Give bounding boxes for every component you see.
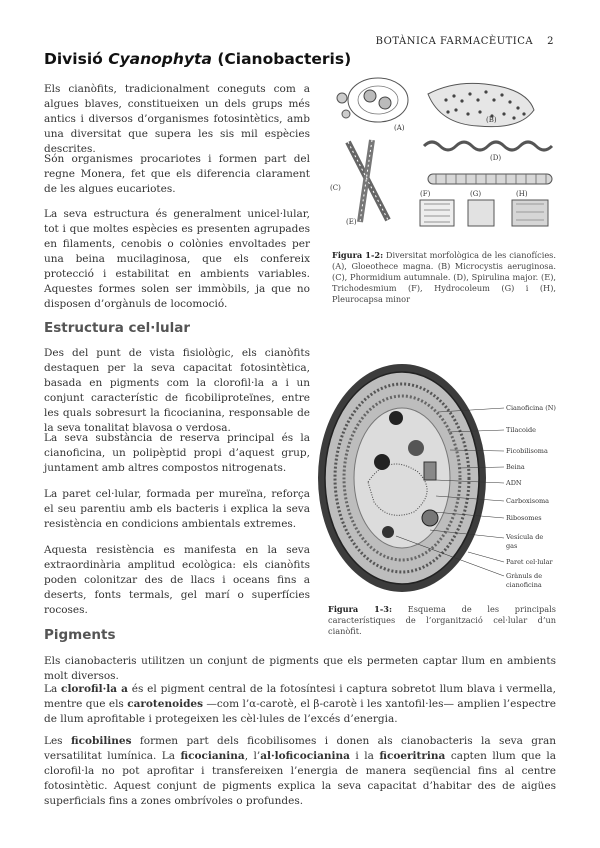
illustration-phormidium bbox=[348, 140, 388, 222]
figure-1-2-caption: Figura 1-2: Diversitat morfològica de les cianofícies. (A), Gloeothece magna. (B) Microcystis aeruginosa. (C), Phormidium autumnale. (D), Spirulina major. (E), Trichodesmium (F), Hydrocoleum (G) i (H), Pleurocapsa minor bbox=[332, 250, 556, 304]
label-gas: gas bbox=[506, 542, 518, 550]
figure-label-h: (H) bbox=[516, 190, 528, 198]
figure-label-g: (G) bbox=[470, 190, 482, 198]
label-paret-cellular: Paret cel·lular bbox=[506, 558, 553, 566]
illustration-spirulina bbox=[424, 142, 552, 150]
label-vesicula-de: Vesícula de bbox=[506, 533, 544, 541]
figure-label-a: (A) bbox=[394, 124, 405, 132]
figure-1-3-caption: Figura 1-3: Esquema de les principals característiques de l’organització cel·lular d’un cianòfit. bbox=[328, 604, 556, 636]
pigments-paragraph-1: Els cianobacteris utilitzen un conjunt de pigments que els permeten captar llum en ambients molt diversos. bbox=[44, 655, 556, 682]
figure-label-d: (D) bbox=[490, 154, 502, 162]
label-carboxisoma: Carboxisoma bbox=[506, 497, 550, 505]
label-ribosomes: Ribosomes bbox=[506, 514, 542, 522]
page-title: Divisió Cyanophyta (Cianobacteris) bbox=[44, 50, 352, 68]
figure-label-b: (B) bbox=[486, 116, 497, 124]
intro-paragraph-3: La seva estructura és generalment unicel·lular, tot i que moltes espècies es presenten agrupades en filaments, cenobis o colònies envoltades per una beina mucilaginosa, que els confereix protecció i estabilitat en ambients variables. Aquestes formes solen ser immòbils, ja que no disposen d’orgànuls de locomoció. bbox=[44, 208, 310, 310]
label-cianoficina: cianoficina bbox=[506, 581, 542, 589]
structure-paragraph-1: Des del punt de vista fisiològic, els cianòfits destaquen per la seva capacitat fotosintètica, basada en pigments com la clorofil·la a i un conjunt característic de ficobiliproteïnes, entre les quals sobresurt la ficocianina, responsable de la seva tonalitat blavosa o verdosa. bbox=[44, 347, 310, 434]
running-title: BOTÀNICA FARMACÈUTICA bbox=[375, 36, 534, 47]
pigments-paragraph-2: La clorofil·la a és el pigment central de la fotosíntesi i captura sobretot llum blava i vermella, mentre que els carotenoides —com l’α-carotè, el β-carotè i les xantofil·les— amplien l’espectre de llum aprofitable i protegeixen les cèl·lules de l’excés d’energia. bbox=[44, 683, 556, 725]
structure-paragraph-4: Aquesta resistència es manifesta en la seva extraordinària amplitud ecològica: els cianòfits poden colonitzar des de llacs i oceans fins a deserts, fonts termals, gel marí o superfícies rocoses. bbox=[44, 544, 310, 616]
figure-label-f: (F) bbox=[420, 190, 431, 198]
illustration-trichodesmium bbox=[428, 174, 552, 184]
figure-label-e: (E) bbox=[346, 218, 357, 226]
structure-paragraph-3: La paret cel·lular, formada per mureïna, reforça el seu parentiu amb els bacteris i explica la seva resistència en condicions ambientals extremes. bbox=[44, 488, 310, 530]
illustration-pleurocapsa bbox=[468, 200, 548, 226]
label-adn: ADN bbox=[506, 479, 522, 487]
label-tilacoide: Tilacoide bbox=[506, 426, 537, 434]
section-heading-structure: Estructura cel·lular bbox=[44, 320, 191, 336]
illustration-hydrocoleum bbox=[420, 200, 454, 226]
intro-paragraph-2: Són organismes procariotes i formen part del regne Monera, fet que els diferencia clarament de les algues eucariotes. bbox=[44, 153, 310, 195]
intro-paragraph-1: Els cianòfits, tradicionalment coneguts com a algues blaves, constitueixen un dels grups més antics i diversos d’organismes fotosintètics, amb una diversitat que supera les sis mil espècies descrites. bbox=[44, 83, 310, 155]
label-beina: Beina bbox=[506, 463, 525, 471]
label-cianoficina-n: Cianoficina (N) bbox=[506, 404, 556, 412]
pigments-paragraph-3: Les ficobilines formen part dels ficobilisomes i donen als cianobacteris la seva gran versatilitat lumínica. La ficocianina, l’al·loficocianina i la ficoeritrina capten llum que la clorofil·la no pot aprofitar i transfereixen l’energia de manera seqüencial fins al centre fotosintètic. Aquest conjunt de pigments explica la seva capacitat d’habitar des de aigües superficials fins a zones ombrívoles o profundes. bbox=[44, 735, 556, 807]
figure-label-c: (C) bbox=[330, 184, 341, 192]
cell-illustration bbox=[318, 364, 486, 592]
illustration-microcystis bbox=[428, 83, 534, 126]
illustration-gloeothece bbox=[337, 78, 408, 122]
label-granuls-de: Grànuls de bbox=[506, 572, 543, 580]
page-number: 2 bbox=[547, 36, 554, 47]
label-ficobilisoma: Ficobilisoma bbox=[506, 447, 548, 455]
figure-cell-diagram bbox=[318, 362, 568, 598]
section-heading-pigments: Pigments bbox=[44, 627, 116, 643]
structure-paragraph-2: La seva substància de reserva principal és la cianoficina, un polipèptid propi d’aquest grup, juntament amb altres compostos nitrogenats. bbox=[44, 432, 310, 474]
figure-morphology bbox=[328, 70, 560, 242]
running-header bbox=[376, 36, 554, 47]
